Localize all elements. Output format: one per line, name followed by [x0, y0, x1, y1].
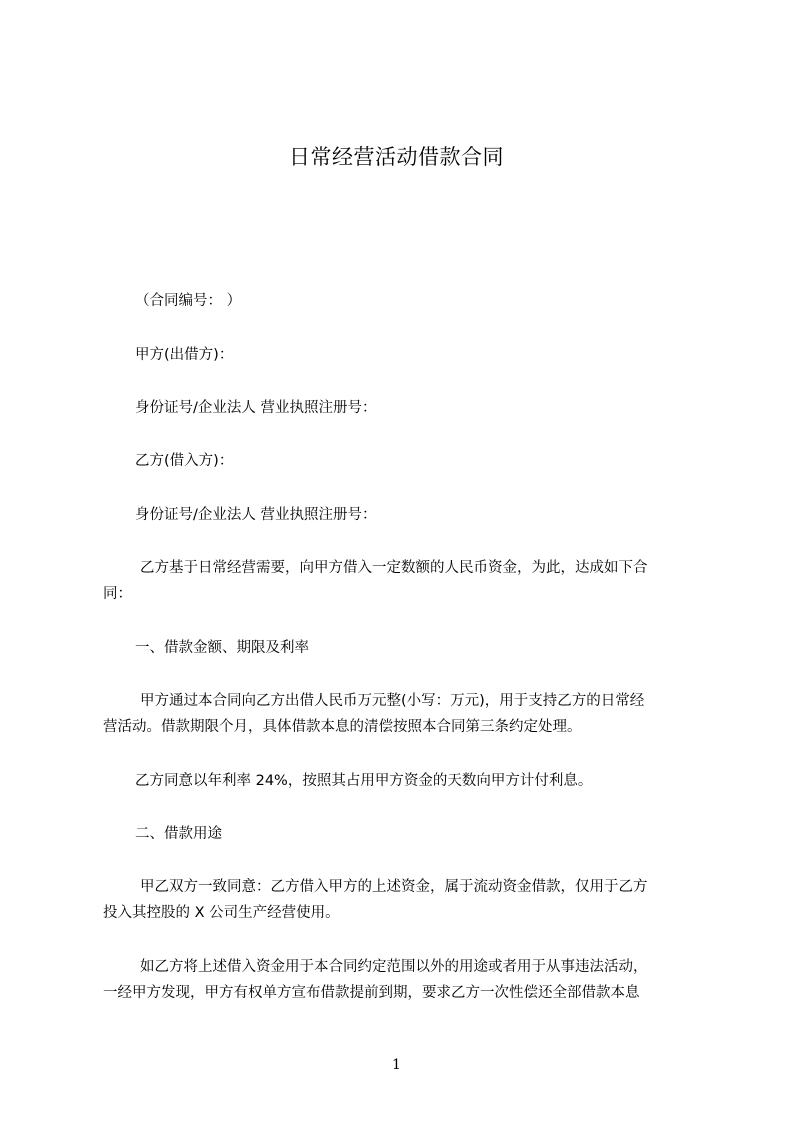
section-2-heading: 二、借款用途 [135, 826, 222, 842]
preamble-line-1: 乙方基于日常经营需要，向甲方借入一定数额的人民币资金，为此，达成如下合 [140, 560, 648, 576]
party-a-label: 甲方(出借方)： [135, 347, 234, 363]
party-b-id-label: 身份证号/企业法人 营业执照注册号： [135, 507, 377, 523]
section-2-p2-line-2: 一经甲方发现，甲方有权单方宣布借款提前到期，要求乙方一次性偿还全部借款本息 [103, 985, 640, 1001]
section-1-paragraph-2: 乙方同意以年利率 24%，按照其占用甲方资金的天数向甲方计付利息。 [135, 773, 593, 789]
document-title: 日常经营活动借款合同 [289, 145, 504, 169]
page-number: 1 [392, 1057, 401, 1073]
section-1-paragraph-1 [103, 688, 703, 740]
preamble-paragraph [103, 555, 703, 607]
section-2-paragraph-2 [103, 954, 703, 1006]
section-2-p2-line-1: 如乙方将上述借入资金用于本合同约定范围以外的用途或者用于从事违法活动， [140, 959, 648, 975]
section-1-p1-line-2: 营活动。借款期限个月，具体借款本息的清偿按照本合同第三条约定处理。 [103, 719, 582, 735]
preamble-line-2: 同： [103, 586, 132, 602]
section-2-p1-line-2: 投入其控股的 X 公司生产经营使用。 [103, 905, 340, 921]
section-1-heading: 一、借款金额、期限及利率 [135, 640, 309, 656]
party-a-id-label: 身份证号/企业法人 营业执照注册号： [135, 400, 377, 416]
party-b-label: 乙方(借入方)： [135, 453, 234, 469]
section-2-paragraph-1 [103, 874, 703, 926]
section-1-p1-line-1: 甲方通过本合同向乙方出借人民币万元整(小写：万元)，用于支持乙方的日常经 [140, 693, 645, 709]
contract-number: （合同编号： ） [135, 293, 242, 309]
section-2-p1-line-1: 甲乙双方一致同意：乙方借入甲方的上述资金，属于流动资金借款，仅用于乙方 [140, 879, 648, 895]
